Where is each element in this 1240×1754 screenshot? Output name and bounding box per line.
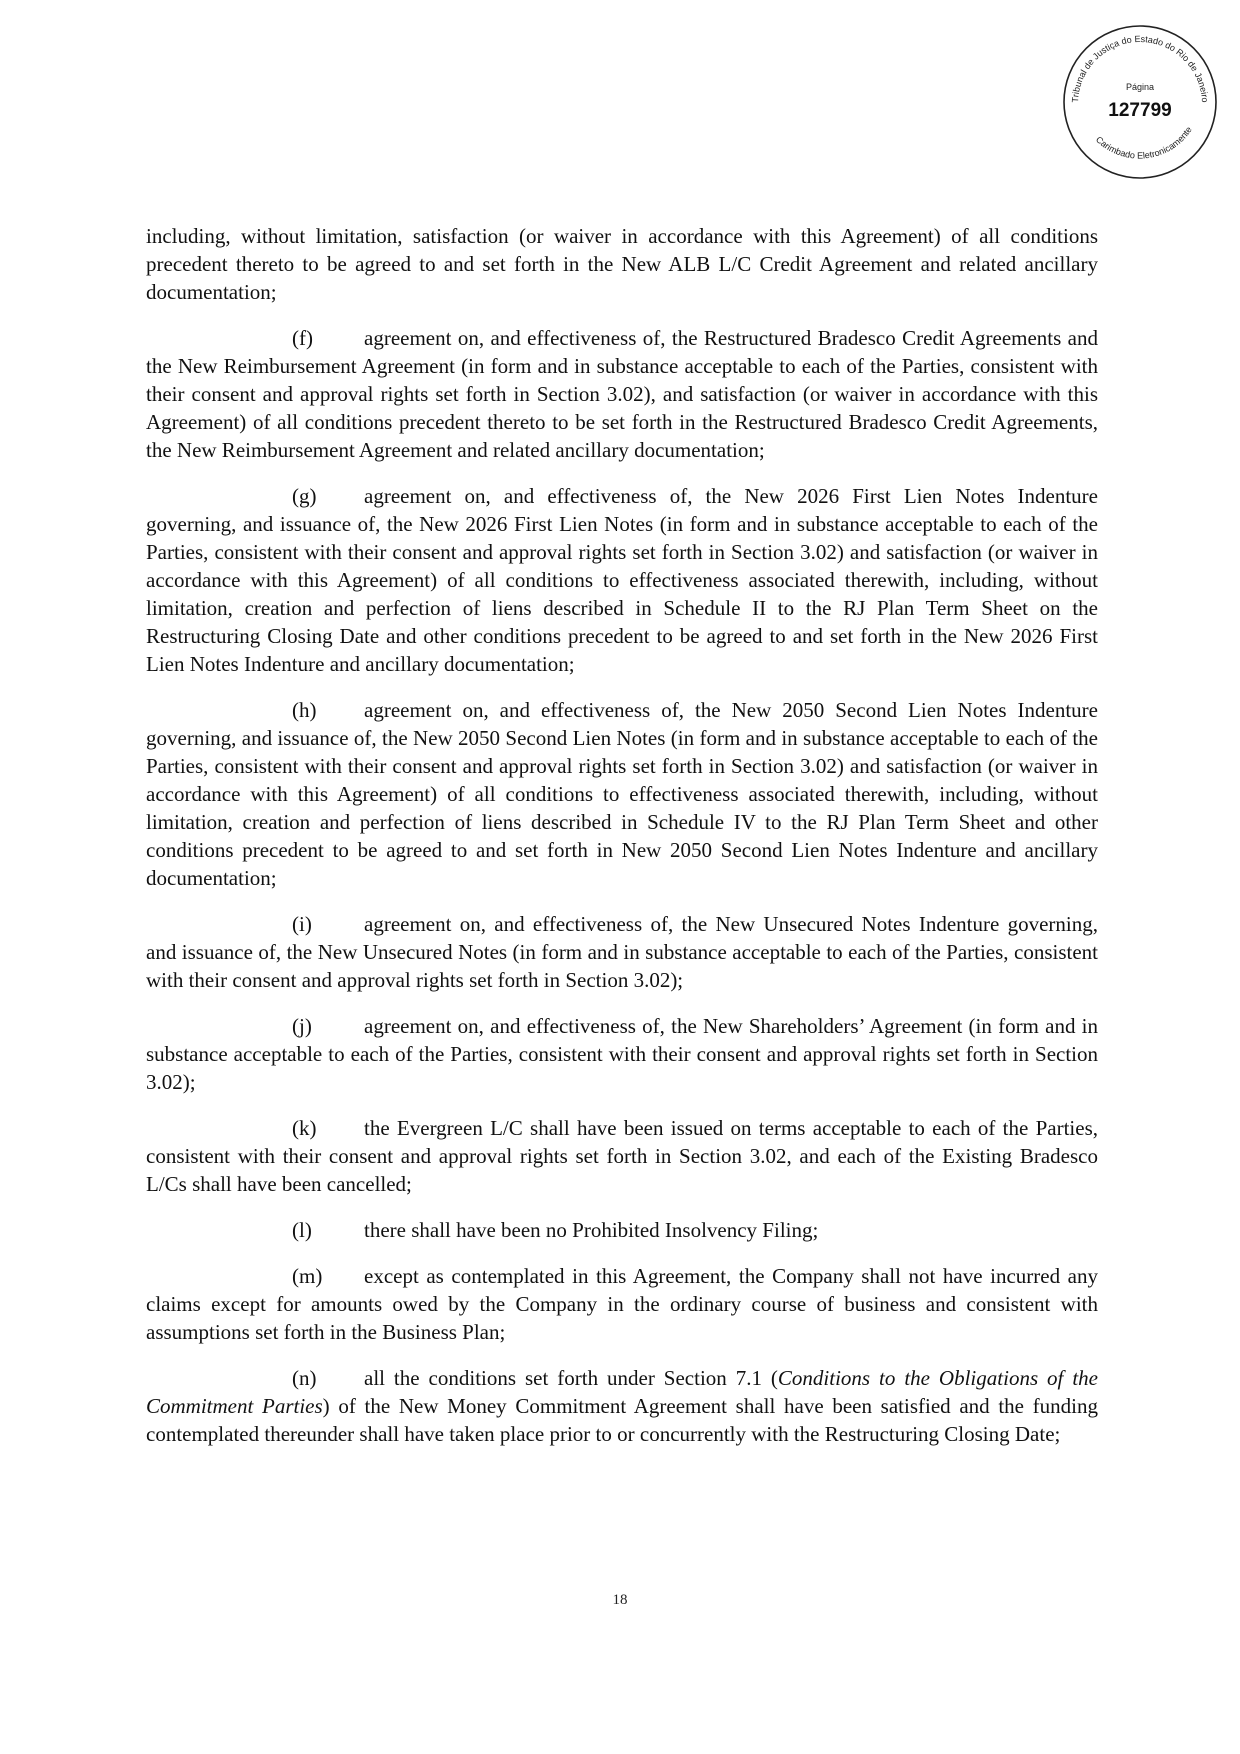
item-label: (j) — [292, 1014, 312, 1038]
body-text — [146, 222, 1098, 1466]
paragraph-text: there shall have been no Prohibited Insolvency Filing; — [364, 1218, 819, 1242]
paragraph-m — [146, 1262, 1098, 1346]
stamp-arc-top: Tribunal de Justiça do Estado do Rio de Janeiro — [1069, 33, 1211, 103]
paragraph-f — [146, 324, 1098, 464]
paragraph-text: agreement on, and effectiveness of, the New Unsecured Notes Indenture governing, and issuance of, the New Unsecured Notes (in form and in substance acceptable to each of the Parties, consistent with their consent and approval rights set forth in Section 3.02); — [146, 912, 1098, 992]
item-label: (g) — [292, 484, 317, 508]
paragraph-text: agreement on, and effectiveness of, the Restructured Bradesco Credit Agreements and the New Reimbursement Agreement (in form and in substance acceptable to each of the Parties, consistent with their consent and approval rights set forth in Section 3.02), and satisfaction (or waiver in accordance with this Agreement) of all conditions precedent thereto to be set forth in the Restructured Bradesco Credit Agreements, the New Reimbursement Agreement and related ancillary documentation; — [146, 326, 1098, 462]
paragraph-text: all the conditions set forth under Section 7.1 ( — [364, 1366, 778, 1390]
item-label: (f) — [292, 326, 313, 350]
paragraph-n — [146, 1364, 1098, 1448]
paragraph-text: including, without limitation, satisfaction (or waiver in accordance with this Agreement) of all conditions precedent thereto to be agreed to and set forth in the New ALB L/C Credit Agreement and related ancillary documentation; — [146, 224, 1098, 304]
court-stamp — [1060, 22, 1220, 182]
item-label: (k) — [292, 1116, 317, 1140]
paragraph-text-end: ) of the New Money Commitment Agreement shall have been satisfied and the funding contemplated thereunder shall have taken place prior to or concurrently with the Restructuring Closing Date; — [146, 1394, 1098, 1446]
paragraph-text: except as contemplated in this Agreement, the Company shall not have incurred any claims except for amounts owed by the Company in the ordinary course of business and consistent with assumptions set forth in the Business Plan; — [146, 1264, 1098, 1344]
stamp-label: Página — [1125, 82, 1155, 92]
item-label: (m) — [292, 1264, 323, 1288]
paragraph-continuation — [146, 222, 1098, 306]
stamp-number: 127799 — [1108, 100, 1172, 121]
item-label: (h) — [292, 698, 317, 722]
paragraph-j — [146, 1012, 1098, 1096]
paragraph-i — [146, 910, 1098, 994]
svg-text:Carimbado Eletronicamente — [1094, 125, 1194, 161]
paragraph-h — [146, 696, 1098, 892]
paragraph-text: agreement on, and effectiveness of, the New 2050 Second Lien Notes Indenture governing, and issuance of, the New 2050 Second Lien Notes (in form and in substance acceptable to each of the Parties, consistent with their consent and approval rights set forth in Section 3.02) and satisfaction (or waiver in accordance with this Agreement) of all conditions to effectiveness associated therewith, including, without limitation, creation and perfection of liens described in Schedule IV to the RJ Plan Term Sheet and other conditions precedent to be agreed to and set forth in New 2050 Second Lien Notes Indenture and ancillary documentation; — [146, 698, 1098, 890]
paragraph-k — [146, 1114, 1098, 1198]
paragraph-text: agreement on, and effectiveness of, the New 2026 First Lien Notes Indenture governing, and issuance of, the New 2026 First Lien Notes (in form and in substance acceptable to each of the Parties, consistent with their consent and approval rights set forth in Section 3.02) and satisfaction (or waiver in accordance with this Agreement) of all conditions to effectiveness associated therewith, including, without limitation, creation and perfection of liens described in Schedule II to the RJ Plan Term Sheet on the Restructuring Closing Date and other conditions precedent to be agreed to and set forth in the New 2026 First Lien Notes Indenture and ancillary documentation; — [146, 484, 1098, 676]
item-label: (l) — [292, 1218, 312, 1242]
paragraph-l — [146, 1216, 1098, 1244]
paragraph-g — [146, 482, 1098, 678]
stamp-arc-bottom: Carimbado Eletronicamente — [1093, 124, 1194, 161]
page-number: 18 — [612, 1592, 628, 1608]
paragraph-italic-title: Conditions to the Obligations of the Commitment Parties — [146, 1366, 1098, 1418]
paragraph-text: agreement on, and effectiveness of, the New Shareholders’ Agreement (in form and in substance acceptable to each of the Parties, consistent with their consent and approval rights set forth in Section 3.02); — [146, 1014, 1098, 1094]
item-label: (n) — [292, 1366, 317, 1390]
item-label: (i) — [292, 912, 312, 936]
paragraph-text: the Evergreen L/C shall have been issued on terms acceptable to each of the Parties, consistent with their consent and approval rights set forth in Section 3.02, and each of the Existing Bradesco L/Cs shall have been cancelled; — [146, 1116, 1098, 1196]
